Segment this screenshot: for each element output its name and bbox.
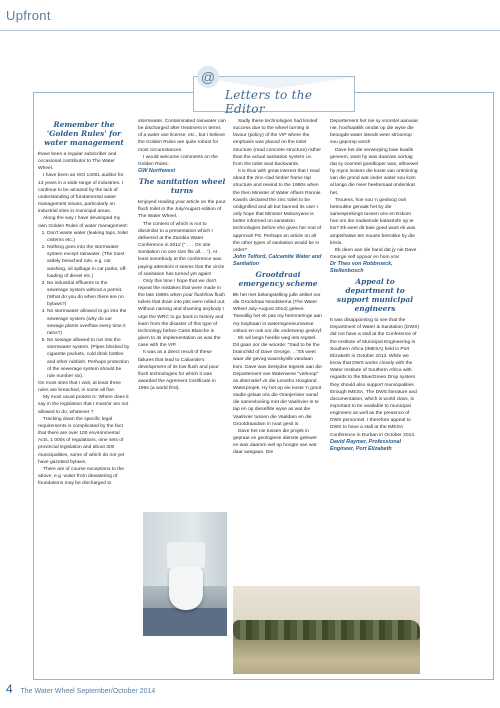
paragraph: On most sites that I visit, at least three rules are breached, in some all five. bbox=[38, 381, 121, 394]
paragraph: enjoyed reading your article on the pour flush toilet in the July/August edition of The Water Wheel. bbox=[138, 200, 226, 220]
column-2 bbox=[138, 118, 226, 392]
page-number: 4 bbox=[6, 682, 13, 696]
paragraph: Along the way I have developed my own Golden Rules of water management: bbox=[38, 216, 128, 229]
paragraph: Only this time I hope that we don't repeat the mistakes that were made in the late 1980s when pour flush/low flush toilets that drain into pits were rolled out. Without naming and shaming anybody I urge the WRC to go back in history and learn from the disaster of this type of technology before Carte Blanche is given to its implementation as was the case with the VIP. bbox=[138, 278, 226, 349]
list-item: 3. No industrial effluents to the sewerage system without a permit. (What do you do when there are no bylaws?) bbox=[47, 280, 130, 309]
section-label: Upfront bbox=[6, 8, 51, 23]
drop-cap: I bbox=[38, 152, 40, 157]
header-divider bbox=[0, 30, 500, 31]
paragraph: have been a regular subscriber and occasional contributor to The Water Wheel. bbox=[38, 152, 117, 172]
paragraph: Ek wil langs hierdie weg iets regstel. Dit gaan oor die woorde: "Said to be the brainchild of Dave George. . ."Ek weet waar die gevog waarskynlik vandaan kom. Dave was destydse tegniek aan die Departement van Waterwese "verkoop" as alternatief vir die Lesotho Hoogland Waterprojek. Hy het op eie koste 'n groot studie gelaat ons die Oranjerivier vanaf die samevloeiing met die Vaalrivier in te tap en op dieselfde wyse as wat die Vaalrivier tussen die Vaaldam en die Grootdraaidam in nuut gesit is. bbox=[233, 335, 322, 427]
paragraph: Sadly these technologies had limited success due to the wheel turning in favour (policy) of the VIP where the emphasis was placed on the toilet structure (read concrete structure) rather than the actual sanitation system i.e. from the toilet seat backwards. bbox=[233, 119, 322, 167]
list-item: 4. No stormwater allowed to go into the sewerage system (why do our sewage plants overflow every time it rains?) bbox=[47, 308, 130, 337]
paragraph: Trouens, hoe sou 'n geoloog ooit betroukke genaak het by die samesprekings tussen ons en Eskom hoe om die nadeeinde katastrofe op te los? Ek weet dit baie goed want ek was amptshalwe ten nouste betrokke by die krisis. bbox=[330, 197, 416, 246]
paragraph: Ek deen aan die hand dat jy nie Dave George self oppoor en hom vra! bbox=[330, 247, 417, 260]
paragraph: I have been an ISO 14001 auditor for 13 years in a wide range of industries. I continue to be amazed by the lack of understanding of fundamental water management issues, particularly on industrial sites in municipal areas. bbox=[38, 173, 124, 215]
paragraph: It was as a direct result of these failures that lead to Caliamite's development of its low flush and pour flush technologies for which it was awarded the Agrement Certificate in 1994 (a world first). bbox=[138, 350, 219, 392]
banner-title: Letters to the Editor bbox=[225, 88, 313, 116]
paragraph: Dave het nie tussen die projek in gepraat en geologiese dienste gelewer en was daarom wel op hoogte van wat daar aangaan. Die bbox=[233, 428, 318, 456]
letter-heading-grootdraai: Grootdraai emergency scheme bbox=[238, 269, 318, 288]
paragraph: Tracking down the specific legal requirements is complicated by the fact that there are over 100 environmental Acts, 1 000s of regulations, nine sets of provincial legislation and about 300 municipalities, some of which do not yet have gazetted bylaws. bbox=[38, 416, 125, 465]
drop-cap: I bbox=[330, 318, 332, 324]
list-item: 1. Don't waste water (leaking taps, toilet cisterns etc.) bbox=[47, 230, 130, 244]
letter-signature: John Telford, Calcamite Water and Sanitation bbox=[233, 253, 322, 267]
golden-rules-list bbox=[38, 230, 130, 380]
paragraph: The content of which is not to dissimilar to a presentation which I delivered at the Zambia Water Conference in 2012 (" . . . On site Sanitation no one size fits all. . ."). At least somebody at the conference was paying attention! It seems that the circle of sanitation has turned yet again! bbox=[138, 221, 225, 277]
at-sign-icon: @ bbox=[197, 66, 219, 88]
letters-banner bbox=[193, 66, 355, 116]
drop-cap: I bbox=[138, 200, 140, 206]
paragraph: Departement het nie sy voorstel aanvaar nie, hoofsaaklik omdat op die wyse die beoogde water steeds weer stroomop sou gepomp word! bbox=[330, 119, 419, 146]
page-footer bbox=[6, 682, 155, 696]
list-item: 5. No sewage allowed to run into the stormwater system. (Pipes blocked by cigarette packets, cold drink bottles and other rubbish. Perhaps protection of the sewerage system should be rule number six). bbox=[47, 337, 130, 380]
letter-signature: Dr Theo von Robbroeck, Stellenbosch bbox=[330, 261, 393, 275]
paragraph: stormwater. Contaminated rainwater can be discharged after treatment in terms of a water use license, etc., but I believe the Golden Rules are quite robust for most circumstances. bbox=[138, 119, 226, 153]
paragraph: It is thus with great interest that I read about the zinc-clad timber frame top structure and rewind to the 1990s when the then Minister of Water Affairs Ronnie Kasrils declared the zinc toilet to be undignified and all but banned its use! I only hope that Minister Mokonyane is better informed on sanitation technologies before she gives her nod of approval! PS. Perhaps an article on all the other types of sanitation would be in order? bbox=[233, 169, 322, 253]
letter-signature: David Raymer, Professional Engineer, Port Elizabeth bbox=[330, 438, 402, 452]
paragraph: My most usual protest is: Where does it say in the legislation that I must/or am not allowed to do, whatever ? bbox=[38, 395, 129, 415]
drop-cap: E bbox=[233, 292, 237, 298]
paragraph: k het met belangstelling julle artikel oor die Grootdraai Noodskema (The Water Wheel July-August 2014) gelees. Toevallig het ek pas my herinneringe aan my loopbaan in wateringenieurswese voltooi en ook oor die onderwerp geskryf. bbox=[233, 292, 323, 334]
paragraph: Dave het die verwerping baie kwalik geneem, want hy was daarvan oortuig dat sy voorstel goedkoper was, alhoewel hy myns insiens die koste van ontmining van die grond wat onder water sou kom al langs die rivier heeltemaal onderskat het. bbox=[330, 147, 419, 196]
toilet-photo bbox=[143, 512, 227, 636]
publication-name: The Water Wheel September/October 2014 bbox=[20, 688, 156, 695]
paragraph: There are of course exceptions to the above, e.g. water from dewatering of foundations may be discharged to bbox=[38, 466, 125, 487]
letter-heading-sanitation: The sanitation wheel turns bbox=[138, 177, 226, 196]
column-4 bbox=[330, 118, 420, 453]
column-3 bbox=[233, 118, 323, 457]
paragraph: I would welcome comments on the Golden Rules. bbox=[138, 154, 219, 167]
letter-heading-appeal: Appeal to department to support municipal engineers bbox=[336, 277, 414, 314]
column-1 bbox=[38, 118, 130, 487]
list-item: 2. Nothing goes into the stormwater system except rainwater. (The most widely breached rule, e.g. car washing, oil spillage in car parks, off-loading of diesel etc.) bbox=[47, 244, 130, 280]
river-photo bbox=[233, 586, 420, 674]
letter-signature: GW Northwest bbox=[138, 168, 176, 175]
letter-heading-golden-rules: Remember the 'Golden Rules' for water management bbox=[44, 120, 124, 147]
paragraph: t was disappointing to see that the Department of Water & Sanitation (DWS) did not have a stall at the Conference of the Institute of Municipal Engineering in Southern Africa (IMESA) held in Port Elizabeth in October 2013. While we know that DWS works closely with the Water Institute of Southern Africa with regards to the Blue/Green Drop system they should also support municipalities through IMESA. The DWS literature and documentation, which is world class, is important to be available to municipal engineers as well as the presence of DWS personnel. I therefore appeal to DWS to have a stall at the IMESA Conference in Durban in October 2014. bbox=[330, 318, 419, 438]
